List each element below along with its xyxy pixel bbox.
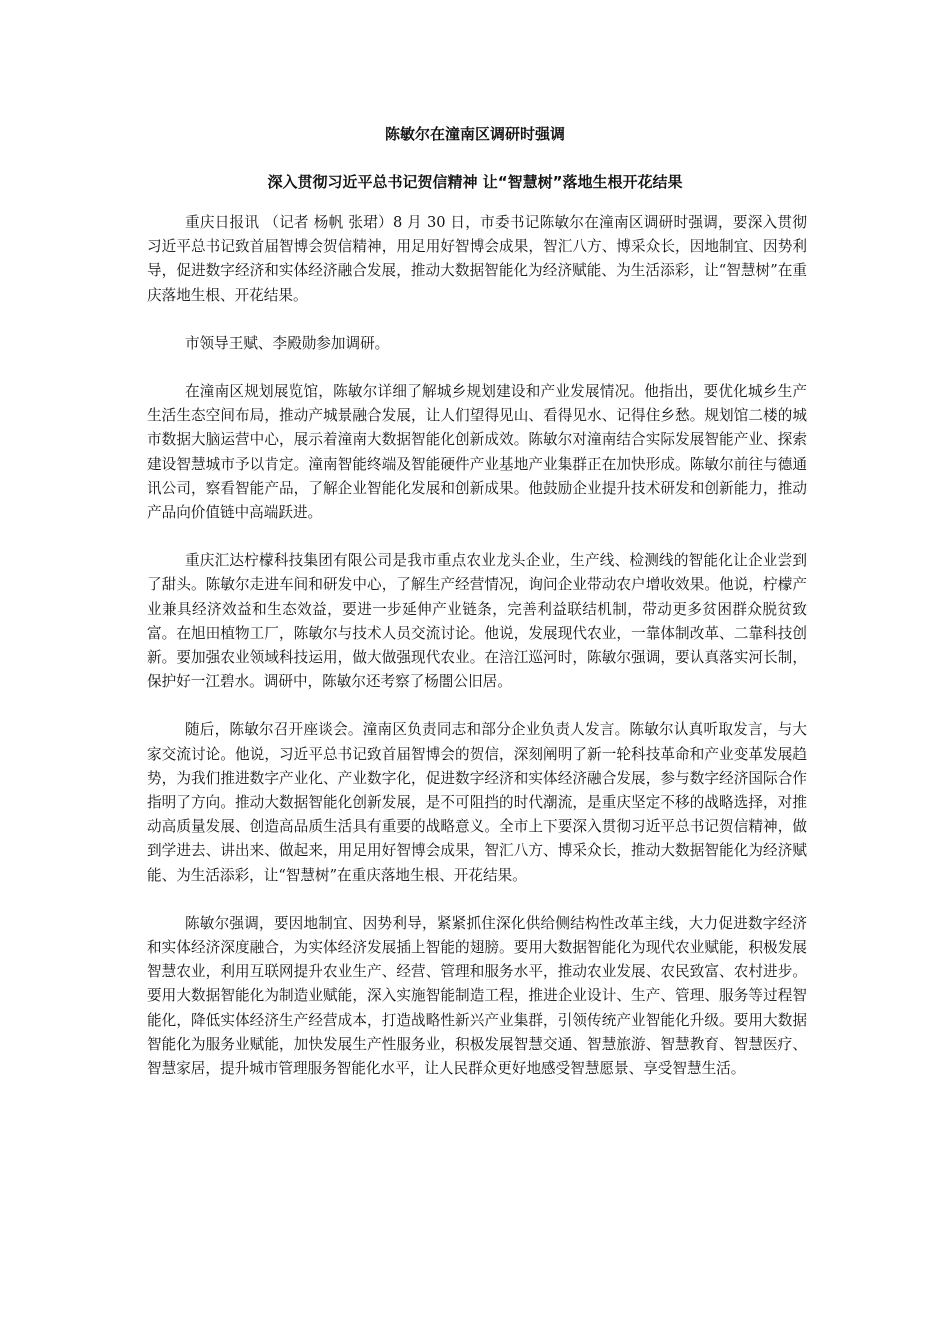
paragraph-symposium: 随后，陈敏尔召开座谈会。潼南区负责同志和部分企业负责人发言。陈敏尔认真听取发言，与大家交流讨论。他说，习近平总书记致首届智博会的贺信，深刻阐明了新一轮科技革命和产业变革发展趋势，为我们推进数字产业化、产业数字化，促进数字经济和实体经济融合发展，参与数字经济国际合作指明了方向。推动大数据智能化创新发展，是不可阻挡的时代潮流，是重庆坚定不移的战略选择，对推动高质量发展、创造高品质生活具有重要的战略意义。全市上下要深入贯彻习近平总书记贺信精神，做到学进去、讲出来、做起来，用足用好智博会成果，智汇八方、博采众长，推动大数据智能化为经济赋能、为生活添彩，让“智慧树”在重庆落地生根、开花结果。 [147, 721, 807, 884]
paragraph-lead: 重庆日报讯 （记者 杨帆 张珺）8 月 30 日，市委书记陈敏尔在潼南区调研时强调，要深入贯彻习近平总书记致首届智博会贺信精神，用足用好智博会成果，智汇八方、博采众长，因地制宜、因势利导，促进数字经济和实体经济融合发展，推动大数据智能化为经济赋能、为生活添彩，让“智慧树”在重庆落地生根、开花结果。 [147, 214, 807, 304]
article-body [147, 211, 807, 1105]
article-subtitle: 深入贯彻习近平总书记贺信精神 让“智慧树”落地生根开花结果 [267, 173, 683, 191]
paragraph-attendees: 市领导王赋、李殿勋参加调研。 [184, 334, 390, 352]
paragraph-emphasis: 陈敏尔强调，要因地制宜、因势利导，紧紧抓住深化供给侧结构性改革主线，大力促进数字经济和实体经济深度融合，为实体经济发展插上智能的翅膀。要用大数据智能化为现代农业赋能，积极发展智慧农业，利用互联网提升农业生产、经营、管理和服务水平，推动农业发展、农民致富、农村进步。要用大数据智能化为制造业赋能，深入实施智能制造工程，推进企业设计、生产、管理、服务等过程智能化，降低实体经济生产经营成本，打造战略性新兴产业集群，引领传统产业智能化升级。要用大数据智能化为服务业赋能，加快发展生产性服务业，积极发展智慧交通、智慧旅游、智慧教育、智慧医疗、智慧家居，提升城市管理服务智能化水平，让人民群众更好地感受智慧愿景、享受智慧生活。 [147, 914, 807, 1078]
paragraph-planning-hall: 在潼南区规划展览馆，陈敏尔详细了解城乡规划建设和产业发展情况。他指出，要优化城乡生产生活生态空间布局，推动产城景融合发展，让人们望得见山、看得见水、记得住乡愁。规划馆二楼的城市数据大脑运营中心，展示着潼南大数据智能化创新成效。陈敏尔对潼南结合实际发展智能产业、探索建设智慧城市予以肯定。潼南智能终端及智能硬件产业基地产业集群正在加快形成。陈敏尔前往与德通讯公司，察看智能产品，了解企业智能化发展和创新成果。他鼓励企业提升技术研发和创新能力，推动产品向价值链中高端跃进。 [147, 383, 807, 522]
paragraph-lemon-company: 重庆汇达柠檬科技集团有限公司是我市重点农业龙头企业，生产线、检测线的智能化让企业尝到了甜头。陈敏尔走进车间和研发中心，了解生产经营情况，询问企业带动农户增收效果。他说，柠檬产业兼具经济效益和生态效益，要进一步延伸产业链条，完善利益联结机制，带动更多贫困群众脱贫致富。在旭田植物工厂，陈敏尔与技术人员交流讨论。他说，发展现代农业，一靠体制改革、二靠科技创新。要加强农业领域科技运用，做大做强现代农业。在涪江巡河时，陈敏尔强调，要认真落实河长制，保护好一江碧水。调研中，陈敏尔还考察了杨闇公旧居。 [147, 552, 807, 691]
article-title: 陈敏尔在潼南区调研时强调 [384, 125, 565, 143]
